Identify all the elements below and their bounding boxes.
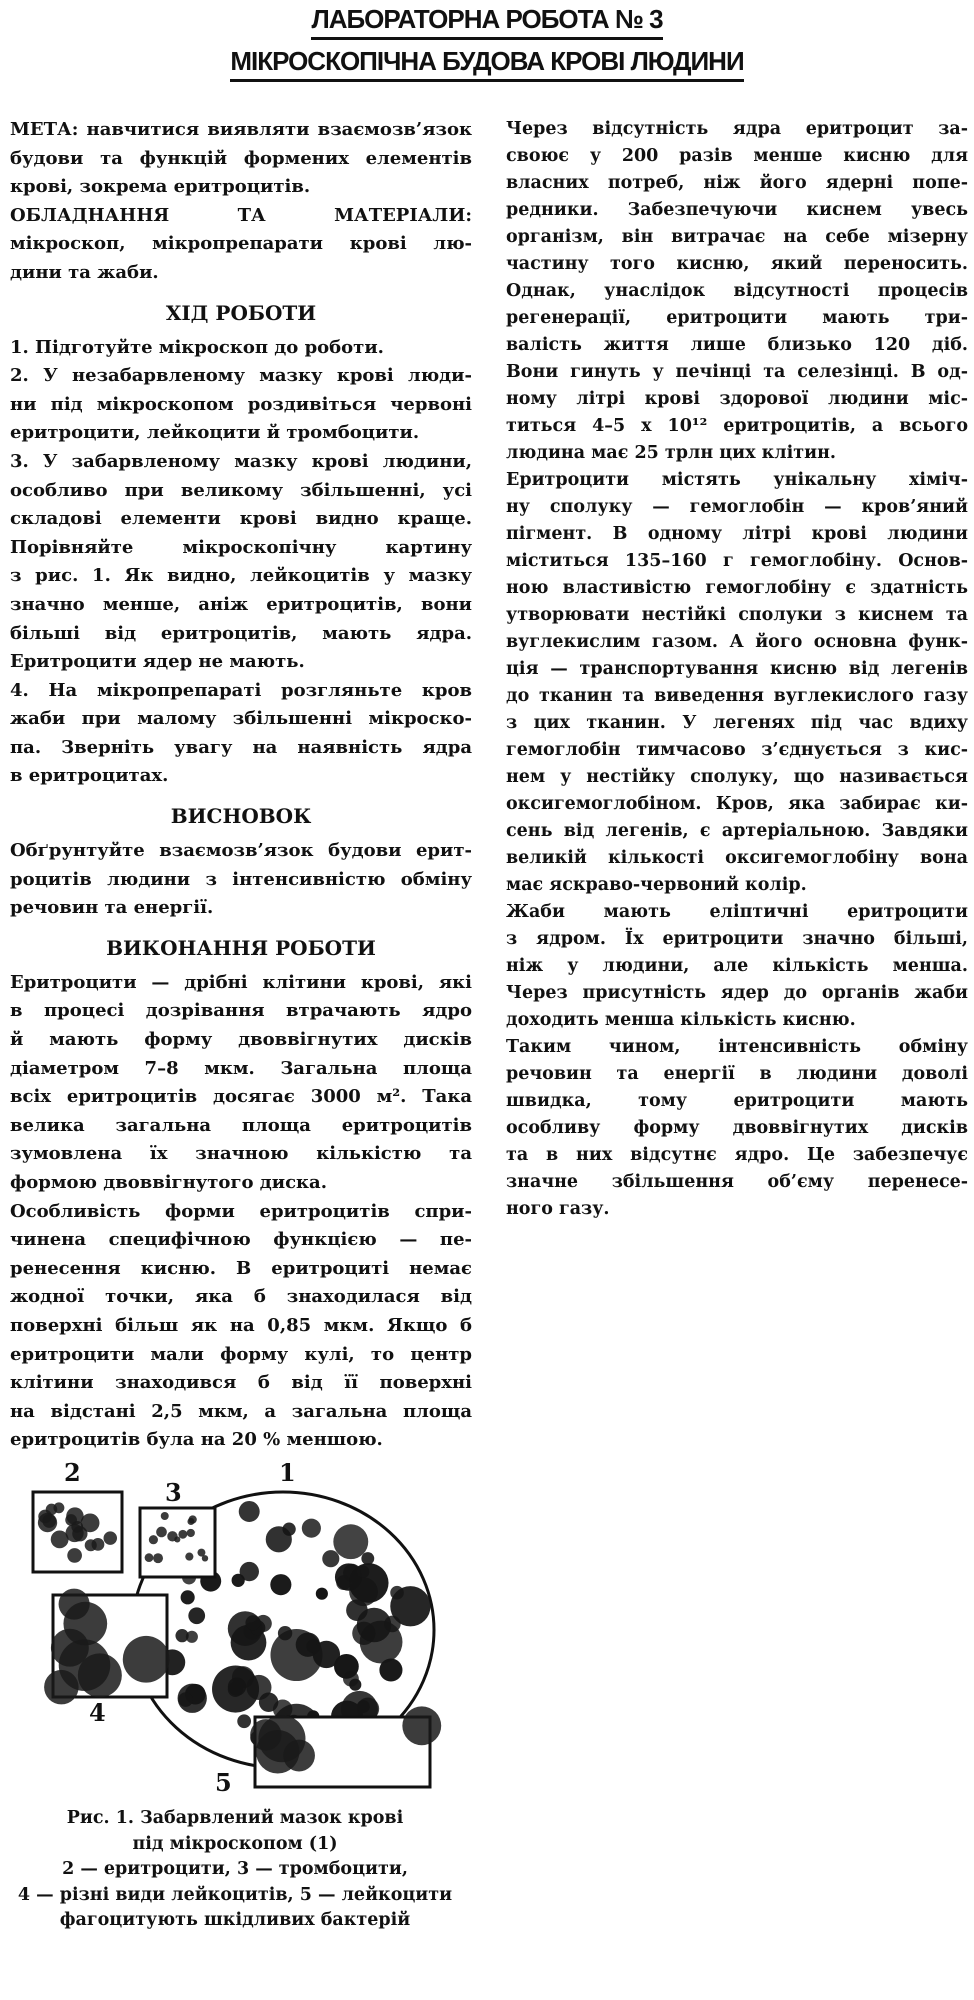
text-line: Порівняйте мікроскопічну картину	[10, 536, 472, 558]
text-line: зумовлена їх значною кількістю та	[10, 1143, 472, 1165]
lab-subtitle: МІКРОСКОПІЧНА БУДОВА КРОВІ ЛЮДИНИ	[0, 46, 974, 82]
text-line: регенерації, еритроцити мають три-	[506, 308, 968, 328]
blood-cell	[390, 1586, 404, 1600]
text-line: ОБЛАДНАННЯ ТА МАТЕРІАЛИ:	[10, 204, 472, 226]
blood-cell	[349, 1577, 378, 1606]
blood-smear-illustration	[0, 1450, 480, 1810]
text-line: ною властивістю гемоглобіну є здатність	[506, 578, 968, 598]
text-line: Еритроцити ядер не мають.	[10, 651, 305, 673]
text-line: Через присутність ядер до органів жаби	[506, 983, 968, 1003]
text-line: з цих тканин. У легенях під час вдиху	[506, 713, 968, 733]
paragraph	[10, 448, 472, 677]
text-line: титься 4–5 x 10¹² еритроцитів, а всього	[506, 416, 968, 436]
text-line: Однак, унаслідок відсутності процесів	[506, 281, 968, 301]
cell	[78, 1653, 122, 1697]
text-line: власних потреб, ніж його ядерні попе-	[506, 173, 968, 193]
text-line: Еритроцити — дрібні клітини крові, які	[10, 971, 472, 993]
blood-cell	[181, 1590, 195, 1604]
blood-cell	[232, 1574, 245, 1587]
text-line: жодної точки, яка б знаходилася від	[10, 1286, 472, 1308]
text-line: крові, зокрема еритроцитів.	[10, 176, 311, 198]
text-line: ного газу.	[506, 1199, 610, 1219]
paragraph	[506, 467, 968, 899]
text-line: Таким чином, інтенсивність обміну	[506, 1037, 968, 1057]
figure-caption	[0, 1806, 470, 1934]
section-heading	[10, 791, 472, 837]
blood-cell	[245, 1615, 260, 1630]
cell	[42, 1514, 56, 1528]
blood-cell	[186, 1631, 198, 1643]
cell	[156, 1527, 167, 1538]
blood-cell	[266, 1526, 292, 1552]
text-line: утворювати нестійкі сполуки з киснем та	[506, 605, 968, 625]
text-line: формою двоввігнутого диска.	[10, 1172, 327, 1193]
text-line: чинена специфічною функцією — пе-	[10, 1229, 472, 1251]
text-line: особливу форму двоввігнутих дисків	[506, 1118, 968, 1138]
cell	[197, 1549, 205, 1557]
cell	[153, 1553, 163, 1563]
paragraph	[506, 899, 968, 1034]
text-line: 2. У незабарвленому мазку крові люди-	[10, 365, 472, 387]
blood-cell	[316, 1588, 328, 1600]
section-heading	[10, 288, 472, 334]
text-line: діаметром 7–8 мкм. Загальна площа	[10, 1057, 472, 1079]
text-line: міститься 135–160 г гемоглобіну. Основ-	[506, 551, 968, 571]
cell	[402, 1706, 441, 1745]
text-line: в процесі дозрівання втрачають ядро	[10, 1000, 472, 1022]
text-line: мікроскоп, мікропрепарати крові лю-	[10, 233, 472, 255]
text-line: значне збільшення об’єму перенесе-	[506, 1172, 968, 1192]
text-line: вуглекислим газом. А його основна функ-	[506, 632, 968, 652]
text-line: всіх еритроцитів досягає 3000 м². Така	[10, 1086, 472, 1108]
text-line: людина має 25 трлн цих клітин.	[506, 443, 837, 463]
text-line: Через відсутність ядра еритроцит за-	[506, 119, 968, 139]
blood-cell	[188, 1607, 205, 1624]
paragraph	[10, 202, 472, 288]
caption-line: фагоцитують шкідливих бактерій	[59, 1910, 411, 1930]
label-3: 3	[165, 1478, 182, 1507]
text-line: більші від еритроцитів, мають ядра.	[10, 622, 472, 644]
text-line: оксигемоглобіном. Кров, яка забирає ки-	[506, 794, 968, 814]
text-line: еритроцити, лейкоцити й тромбоцити.	[10, 422, 420, 444]
left-column	[10, 116, 472, 1455]
text-line: будови та функцій формених елементів	[10, 147, 472, 169]
text-line: валість життя лише близько 120 діб.	[506, 335, 968, 355]
paragraph	[10, 362, 472, 448]
text-line: речовин та енергії.	[10, 897, 214, 919]
text-line: ни під мікроскопом роздивіться червоні	[10, 393, 472, 415]
blood-cell	[384, 1616, 401, 1633]
cell	[92, 1538, 105, 1551]
right-column	[506, 116, 968, 1223]
cell	[178, 1530, 187, 1539]
cell	[104, 1531, 117, 1544]
text-line: велика загальна площа еритроцитів	[10, 1114, 472, 1136]
text-line: Особливість форми еритроцитів спри-	[10, 1200, 472, 1222]
blood-cell	[239, 1501, 260, 1522]
blood-cell	[322, 1550, 339, 1567]
text-line: великій кількості оксигемоглобіну вона	[506, 848, 968, 868]
text-line: 1. Підготуйте мікроскоп до роботи.	[10, 336, 384, 358]
text-line: ренесення кисню. В еритроциті немає	[10, 1257, 472, 1279]
caption-line: 2 — еритроцити, 3 — тромбоцити,	[62, 1859, 408, 1879]
text-line: нем у нестійку сполуку, що називається	[506, 767, 968, 787]
caption-line: 4 — різні види лейкоцитів, 5 — лейкоцити	[17, 1884, 453, 1905]
text-line: ніж у людини, але кількість менша.	[506, 956, 968, 976]
text-line: 3. У забарвленому мазку крові людини,	[10, 450, 472, 472]
paragraph	[506, 1034, 968, 1223]
text-line: МЕТА: навчитися виявляти взаємозв’язок	[10, 119, 472, 140]
paragraph	[10, 969, 472, 1198]
text-line: сень від легенів, є артеріальною. Завдяки	[506, 821, 968, 841]
text-line: роцитів людини з інтенсивністю обміну	[10, 868, 472, 890]
cell	[51, 1530, 69, 1548]
blood-cell	[336, 1575, 351, 1590]
blood-cell	[270, 1574, 291, 1595]
blood-smear-figure	[0, 1450, 480, 1810]
text-line: клітини знаходився б від її поверхні	[10, 1372, 472, 1394]
paragraph	[506, 116, 968, 467]
cell	[59, 1589, 90, 1620]
text-line: доходить менша кількість кисню.	[506, 1010, 856, 1030]
blood-cell	[178, 1692, 193, 1707]
cell	[187, 1529, 195, 1537]
text-line: речовин та енергії в людини доволі	[506, 1064, 968, 1084]
text-line: ну сполуку — гемоглобін — кров’яний	[506, 497, 968, 517]
label-5: 5	[215, 1768, 232, 1797]
heading-text: ХІД РОБОТИ	[165, 300, 317, 325]
paragraph	[10, 677, 472, 791]
blood-cell	[361, 1552, 374, 1565]
cell	[185, 1553, 193, 1561]
cell	[123, 1636, 170, 1683]
paragraph	[10, 334, 472, 363]
blood-cell	[334, 1654, 359, 1679]
paragraph	[10, 116, 472, 202]
text-line: в еритроцитах.	[10, 765, 169, 787]
text-line: па. Зверніть увагу на наявність ядра	[10, 736, 472, 758]
text-line: своює у 200 разів менше кисню для	[506, 146, 968, 166]
text-line: особливо при великому збільшенні, усі	[10, 479, 472, 501]
text-line: гемоглобін тимчасово з’єднується з кис-	[506, 740, 968, 760]
blood-cell	[302, 1519, 321, 1538]
text-line: й мають форму двоввігнутих дисків	[10, 1029, 472, 1051]
text-line: еритроцити мали форму кулі, то центр	[10, 1343, 472, 1365]
paragraph	[10, 837, 472, 923]
cell	[256, 1730, 300, 1774]
label-1: 1	[279, 1458, 296, 1487]
heading-text: ВИКОНАННЯ РОБОТИ	[106, 935, 376, 960]
text-line: Обґрунтуйте взаємозв’язок будови ерит-	[10, 840, 472, 862]
text-line: організм, він витрачає на себе мізерну	[506, 227, 968, 247]
text-line: ція — транспортування кисню від легенів	[506, 659, 968, 679]
blood-cell	[237, 1714, 251, 1728]
text-line: складові елементи крові видно краще.	[10, 508, 472, 530]
blood-cell	[357, 1566, 370, 1579]
text-line: має яскраво-червоний колір.	[506, 875, 807, 895]
label-2: 2	[64, 1458, 81, 1487]
text-line: значно менше, аніж еритроцитів, вони	[10, 593, 472, 615]
text-line: на відстані 2,5 мкм, а загальна площа	[10, 1400, 472, 1422]
text-line: редники. Забезпечуючи киснем увесь	[506, 200, 968, 220]
paragraph	[10, 1198, 472, 1455]
caption-line: Рис. 1. Забарвлений мазок крові	[66, 1808, 404, 1828]
label-4: 4	[89, 1698, 106, 1727]
blood-cell	[333, 1524, 368, 1559]
cell	[46, 1504, 58, 1516]
text-line: та в них відсутнє ядро. Це забезпечує	[506, 1145, 968, 1165]
text-line: дини та жаби.	[10, 261, 159, 283]
blood-cell	[278, 1626, 292, 1640]
text-line: з рис. 1. Як видно, лейкоцитів у мазку	[10, 565, 472, 587]
text-line: Вони гинуть у печінці та селезінці. В од-	[506, 362, 968, 382]
caption-line: під мікроскопом (1)	[132, 1833, 338, 1854]
text-line: Еритроцити містять унікальну хіміч-	[506, 470, 968, 490]
cell	[161, 1512, 169, 1520]
blood-cell	[246, 1675, 271, 1700]
text-line: Жаби мають еліптичні еритроцити	[506, 902, 968, 922]
cell	[189, 1515, 197, 1523]
text-line: еритроцитів була на 20 % меншою.	[10, 1429, 383, 1451]
lab-title: ЛАБОРАТОРНА РОБОТА № 3	[0, 4, 974, 40]
cell	[67, 1548, 82, 1563]
heading-text: ВИСНОВОК	[170, 804, 312, 829]
text-line: пігмент. В одному літрі крові людини	[506, 524, 968, 544]
blood-cell	[379, 1658, 402, 1681]
text-line: частину того кисню, який переносить.	[506, 254, 968, 274]
text-line: до тканин та виведення вуглекислого газу	[506, 686, 968, 706]
cell	[167, 1531, 177, 1541]
cell	[145, 1553, 154, 1562]
text-line: жаби при малому збільшенні мікроско-	[10, 708, 472, 730]
cell	[149, 1535, 158, 1544]
text-line: поверхні більш як на 0,85 мкм. Якщо б	[10, 1314, 472, 1336]
text-line: з ядром. Їх еритроцити значно більші,	[506, 929, 968, 949]
text-line: швидка, тому еритроцити мають	[506, 1091, 968, 1111]
cell	[71, 1521, 83, 1533]
text-line: ному літрі крові здорової людини міс-	[506, 389, 968, 409]
section-heading	[10, 923, 472, 969]
text-line: 4. На мікропрепараті розгляньте кров	[10, 679, 472, 701]
